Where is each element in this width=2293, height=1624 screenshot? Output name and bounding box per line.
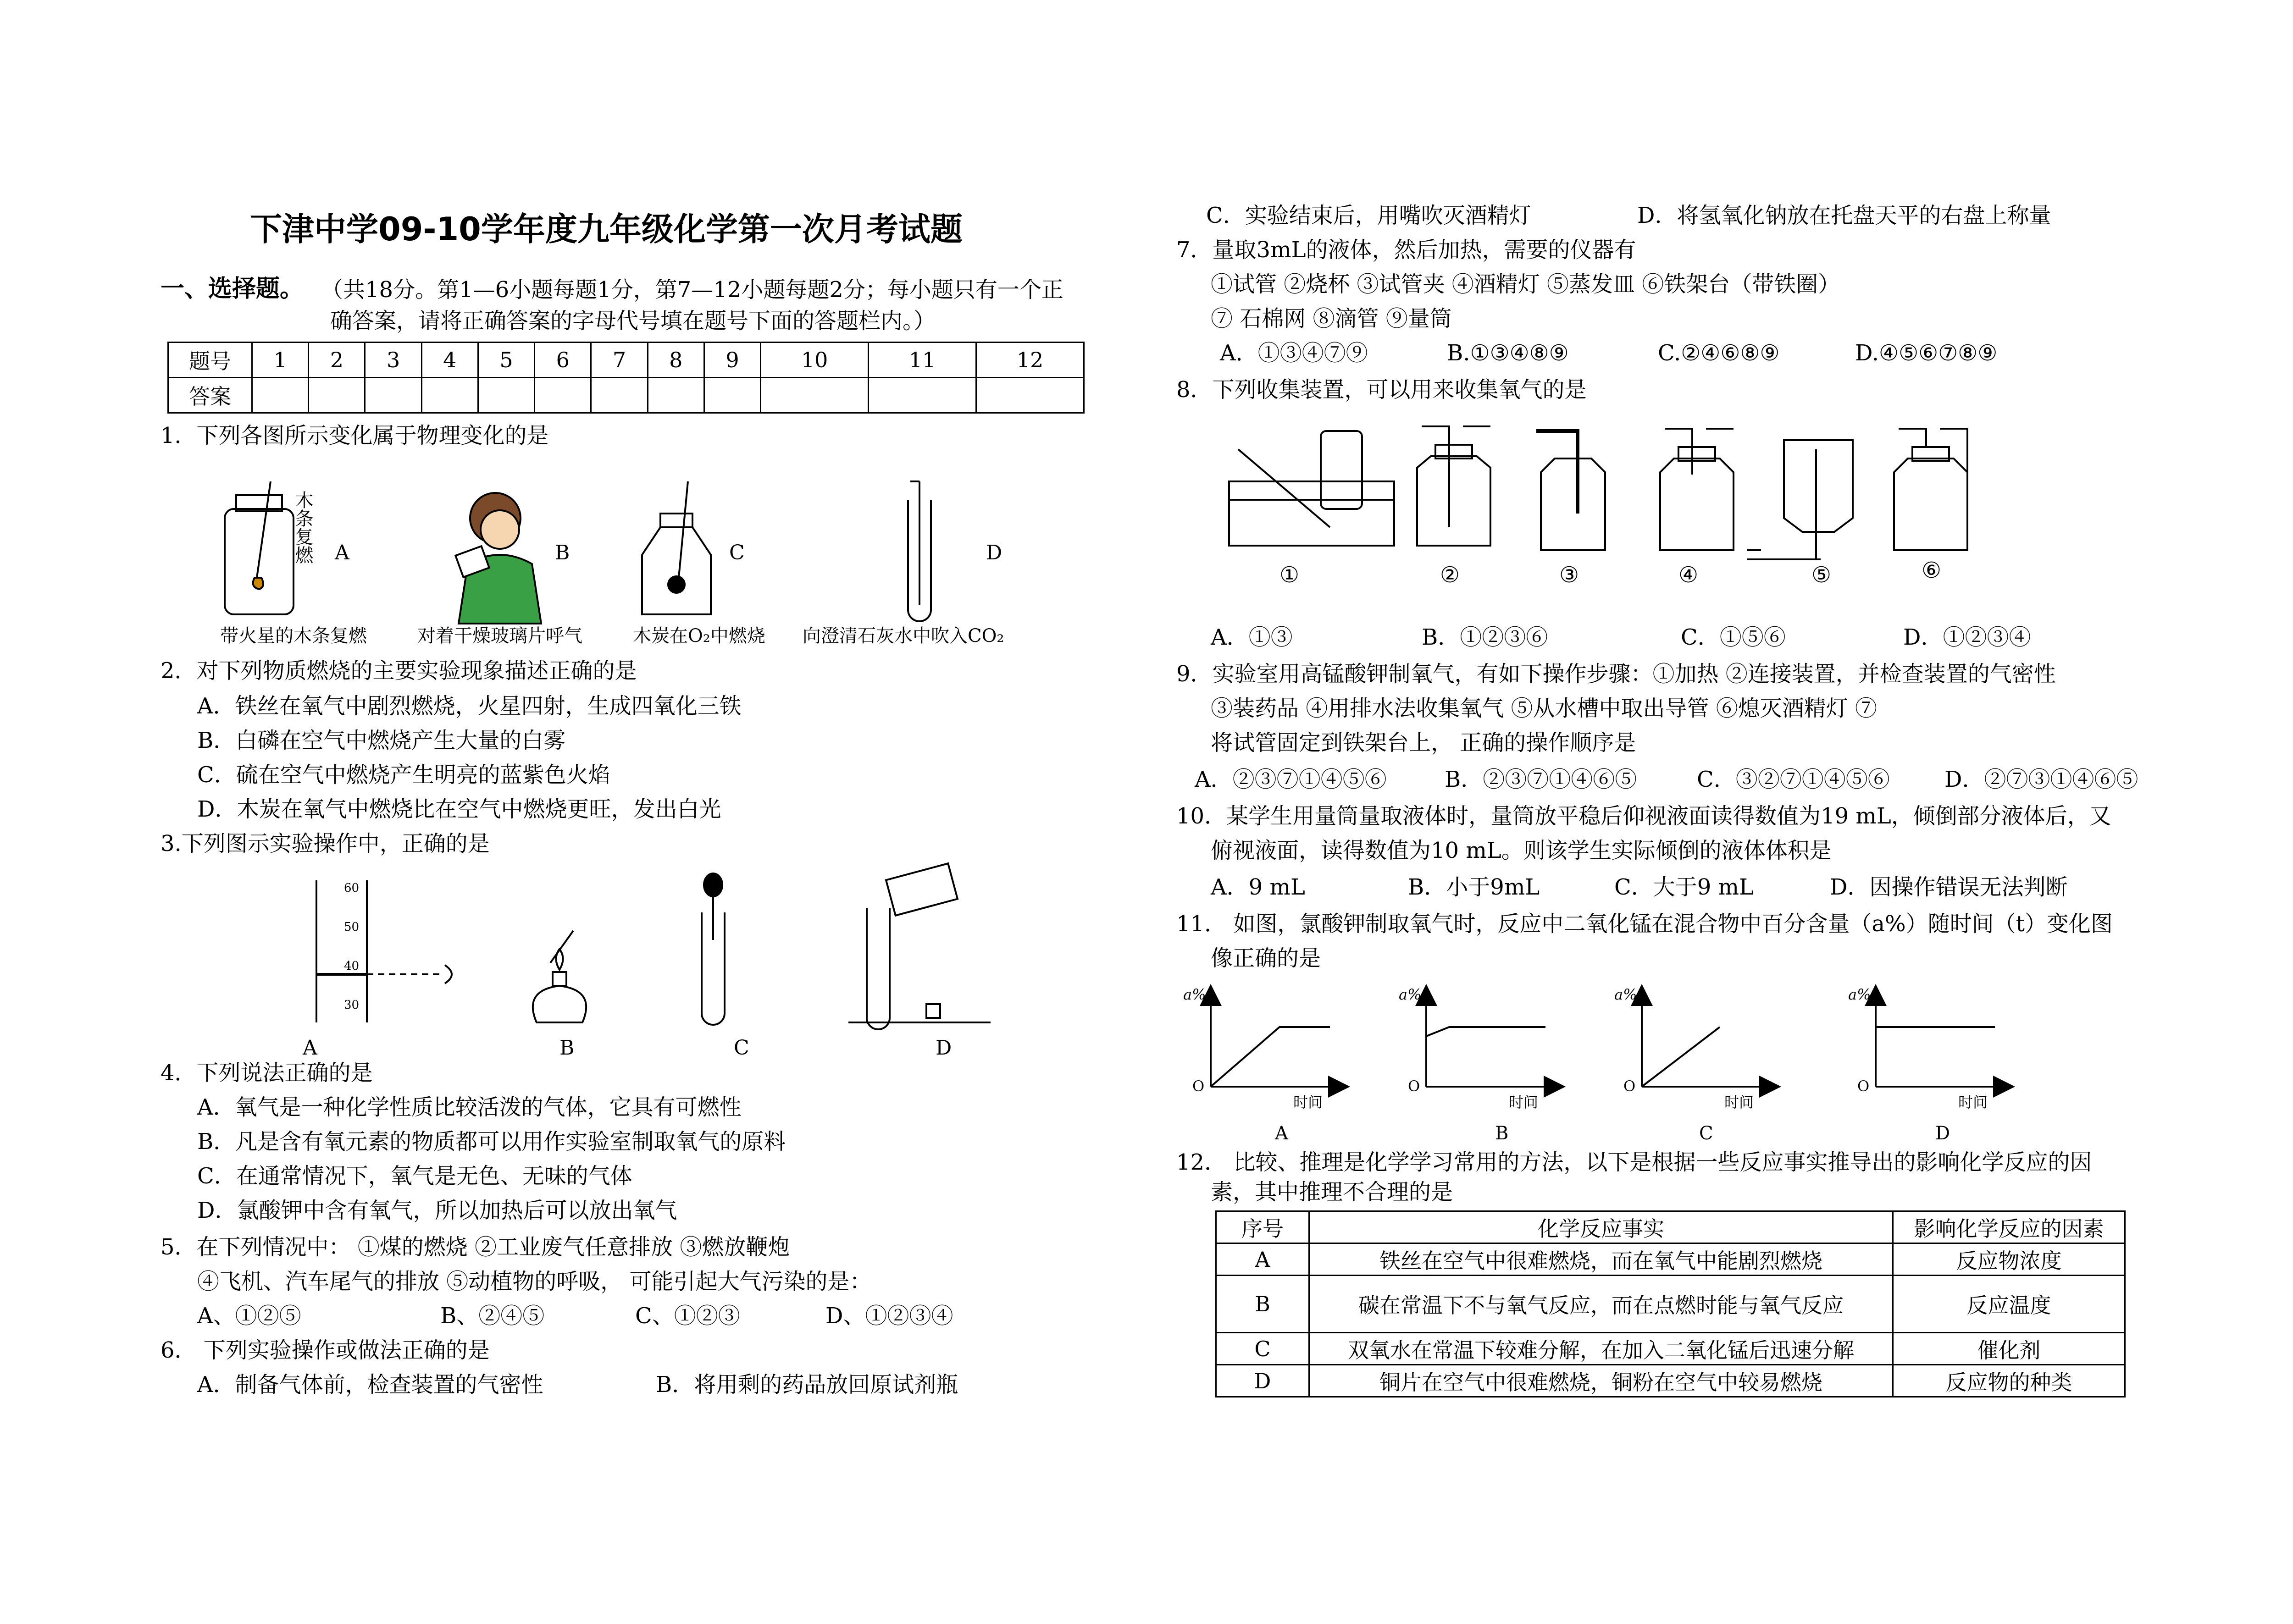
q11-line2: 像正确的是 bbox=[1211, 945, 1321, 971]
q11-label-d: D bbox=[1935, 1123, 1950, 1144]
origin-label: O bbox=[1623, 1077, 1636, 1095]
q8-option-b: B．①②③⑥ bbox=[1422, 624, 1548, 650]
answer-number: 6 bbox=[535, 342, 591, 378]
answer-number: 10 bbox=[761, 342, 869, 378]
q12-table bbox=[1215, 1210, 2126, 1398]
q11-graphs bbox=[1183, 986, 2055, 1151]
scale-label: 50 bbox=[344, 920, 360, 934]
answer-number: 11 bbox=[869, 342, 976, 378]
section-note: （共18分。第1—6小题每题1分，第7—12小题每题2分；每小题只有一个正 bbox=[321, 277, 1063, 303]
q7-line2: ⑦ 石棉网 ⑧滴管 ⑨量筒 bbox=[1211, 306, 1452, 331]
answer-cell[interactable] bbox=[252, 378, 309, 413]
answer-number: 3 bbox=[365, 342, 421, 378]
q8-label-5: ⑤ bbox=[1811, 562, 1832, 588]
q2-option-b: B．白磷在空气中燃烧产生大量的白雾 bbox=[197, 728, 566, 753]
q7-stem: 7．量取3mL的液体，然后加热，需要的仪器有 bbox=[1176, 237, 1636, 263]
q5-option-d: D、①②③④ bbox=[825, 1303, 953, 1329]
q8-label-3: ③ bbox=[1559, 562, 1579, 588]
answer-cell[interactable] bbox=[365, 378, 421, 413]
q1-stem: 1．下列各图所示变化属于物理变化的是 bbox=[161, 423, 549, 448]
q11-label-b: B bbox=[1495, 1123, 1509, 1144]
q6-option-a: A．制备气体前，检查装置的气密性 bbox=[197, 1372, 543, 1398]
q7-option-a: A．①③④⑦⑨ bbox=[1220, 340, 1368, 366]
q1-figure bbox=[202, 472, 1050, 665]
q12-header: 序号 bbox=[1216, 1211, 1309, 1243]
answer-table bbox=[167, 342, 1085, 414]
graph-d bbox=[1876, 995, 2004, 1087]
q4-stem: 4．下列说法正确的是 bbox=[161, 1060, 373, 1086]
page-title: 下津中学09-10学年度九年级化学第一次月考试题 bbox=[250, 210, 963, 248]
q2-option-c: C．硫在空气中燃烧产生明亮的蓝紫色火焰 bbox=[197, 762, 610, 788]
section-note-cont: 确答案，请将正确答案的字母代号填在题号下面的答题栏内。） bbox=[330, 308, 936, 334]
answer-number: 12 bbox=[976, 342, 1084, 378]
section-heading: 一、选择题。 bbox=[161, 275, 304, 303]
q6-option-c: C．实验结束后，用嘴吹灭酒精灯 bbox=[1206, 203, 1531, 228]
q1-label-a: A bbox=[335, 541, 349, 564]
q5-line2: ④飞机、汽车尾气的排放 ⑤动植物的呼吸， 可能引起大气污染的是： bbox=[197, 1269, 872, 1294]
q8-label-1: ① bbox=[1279, 562, 1300, 588]
answer-cell[interactable] bbox=[976, 378, 1084, 413]
q1-caption-d: 向澄清石灰水中吹入CO₂ bbox=[803, 625, 1004, 646]
q9-option-c: C．③②⑦①④⑤⑥ bbox=[1697, 767, 1890, 792]
x-axis-label: 时间 bbox=[1509, 1094, 1539, 1111]
q10-option-c: C．大于9 mL bbox=[1614, 874, 1754, 900]
answer-number: 1 bbox=[252, 342, 309, 378]
q1-caption-a: 带火星的木条复燃 bbox=[220, 625, 367, 646]
q10-option-a: A．9 mL bbox=[1211, 874, 1305, 900]
q3-stem: 3.下列图示实验操作中，正确的是 bbox=[161, 831, 490, 856]
q7-line1: ①试管 ②烧杯 ③试管夹 ④酒精灯 ⑤蒸发皿 ⑥铁架台（带铁圈） bbox=[1211, 271, 1840, 297]
q5-option-b: B、②④⑤ bbox=[440, 1303, 545, 1329]
graph-a bbox=[1211, 995, 1339, 1087]
answer-cell[interactable] bbox=[869, 378, 976, 413]
q7-option-b: B.①③④⑧⑨ bbox=[1447, 340, 1569, 366]
answer-cell[interactable] bbox=[761, 378, 869, 413]
q12-cell: 双氧水在常温下较难分解，在加入二氧化锰后迅速分解 bbox=[1309, 1333, 1893, 1365]
answer-cell[interactable] bbox=[648, 378, 704, 413]
q10-line1: 10．某学生用量筒量取液体时，量筒放平稳后仰视液面读得数值为19 mL，倾倒部分液体后，又 bbox=[1176, 803, 2111, 829]
q12-cell: 催化剂 bbox=[1893, 1333, 2125, 1365]
answer-number: 7 bbox=[591, 342, 648, 378]
y-axis-label: a% bbox=[1399, 986, 1422, 1003]
q1-side-char: 木条复燃 bbox=[292, 491, 313, 564]
q9-line3: 将试管固定到铁架台上， 正确的操作顺序是 bbox=[1211, 730, 1636, 756]
y-axis-label: a% bbox=[1848, 986, 1871, 1003]
graph-b bbox=[1426, 995, 1555, 1087]
answer-number: 8 bbox=[648, 342, 704, 378]
q12-cell: 碳在常温下不与氧气反应，而在点燃时能与氧气反应 bbox=[1309, 1276, 1893, 1333]
gas-bottle-icon bbox=[1894, 429, 1967, 550]
q11-label-a: A bbox=[1275, 1123, 1288, 1144]
gas-bottle-icon bbox=[1660, 429, 1734, 550]
q9-line1: 9．实验室用高锰酸钾制氧气，有如下操作步骤：①加热 ②连接装置，并检查装置的气密性 bbox=[1176, 661, 2056, 687]
girl-breathing-icon bbox=[455, 493, 541, 624]
scale-label: 40 bbox=[344, 959, 360, 973]
q6-stem: 6． 下列实验操作或做法正确的是 bbox=[161, 1337, 490, 1363]
x-axis-label: 时间 bbox=[1293, 1094, 1323, 1111]
q8-label-2: ② bbox=[1440, 562, 1460, 588]
q12-cell: 反应物浓度 bbox=[1893, 1243, 2125, 1276]
q4-option-d: D．氯酸钾中含有氧气，所以加热后可以放出氧气 bbox=[197, 1198, 677, 1223]
q5-option-a: A、①②⑤ bbox=[197, 1303, 301, 1329]
q3-figure bbox=[275, 871, 1009, 1064]
q3-label-a: A bbox=[303, 1036, 317, 1060]
origin-label: O bbox=[1408, 1077, 1420, 1095]
scale-label: 30 bbox=[344, 998, 360, 1012]
answer-cell[interactable] bbox=[478, 378, 534, 413]
answer-number: 5 bbox=[478, 342, 534, 378]
q9-option-b: B．②③⑦①④⑥⑤ bbox=[1445, 767, 1637, 792]
x-axis-label: 时间 bbox=[1724, 1094, 1754, 1111]
q10-option-d: D．因操作错误无法判断 bbox=[1830, 874, 2068, 900]
q12-cell: 反应物的种类 bbox=[1893, 1365, 2125, 1397]
q6-option-b: B．将用剩的药品放回原试剂瓶 bbox=[656, 1372, 958, 1398]
answer-cell[interactable] bbox=[704, 378, 760, 413]
q8-option-d: D．①②③④ bbox=[1903, 624, 2031, 650]
q8-stem: 8．下列收集装置，可以用来收集氧气的是 bbox=[1176, 377, 1587, 403]
q12-cell: A bbox=[1216, 1243, 1309, 1276]
answer-table-row-label: 答案 bbox=[168, 378, 252, 413]
q10-option-b: B．小于9mL bbox=[1408, 874, 1540, 900]
q5-line1: 5．在下列情况中： ①煤的燃烧 ②工业废气任意排放 ③燃放鞭炮 bbox=[161, 1234, 790, 1260]
answer-table-header: 题号 bbox=[168, 342, 252, 378]
q12-header: 影响化学反应的因素 bbox=[1893, 1211, 2125, 1243]
q9-option-a: A．②③⑦①④⑤⑥ bbox=[1195, 767, 1387, 792]
q4-option-b: B．凡是含有氧元素的物质都可以用作实验室制取氧气的原料 bbox=[197, 1129, 786, 1154]
graduated-cylinder-icon bbox=[316, 880, 452, 1022]
answer-cell[interactable] bbox=[535, 378, 591, 413]
q12-cell: C bbox=[1216, 1333, 1309, 1365]
answer-number: 4 bbox=[421, 342, 478, 378]
q12-header: 化学反应事实 bbox=[1309, 1211, 1893, 1243]
q11-line1: 11． 如图，氯酸钾制取氧气时，反应中二氧化锰在混合物中百分含量（a%）随时间（t）变化图 bbox=[1176, 911, 2113, 937]
q1-label-b: B bbox=[555, 541, 570, 564]
q8-figure bbox=[1220, 422, 2009, 596]
gas-bottle-icon bbox=[1417, 426, 1490, 546]
q12-cell: B bbox=[1216, 1276, 1309, 1333]
origin-label: O bbox=[1192, 1077, 1205, 1095]
q12-cell: 铜片在空气中很难燃烧，铜粉在空气中较易燃烧 bbox=[1309, 1365, 1893, 1397]
q12-cell: 反应温度 bbox=[1893, 1276, 2125, 1333]
inverted-bottle-icon bbox=[1747, 440, 1853, 559]
q4-option-a: A．氧气是一种化学性质比较活泼的气体，它具有可燃性 bbox=[197, 1094, 742, 1120]
q1-label-c: C bbox=[729, 541, 745, 564]
q12-cell: D bbox=[1216, 1365, 1309, 1397]
q1-caption-b: 对着干燥玻璃片呼气 bbox=[417, 625, 582, 646]
q3-label-c: C bbox=[734, 1036, 749, 1060]
q2-option-d: D．木炭在氧气中燃烧比在空气中燃烧更旺，发出白光 bbox=[197, 796, 721, 822]
water-trough-icon bbox=[1229, 431, 1394, 546]
gas-bottle-icon bbox=[1536, 431, 1605, 550]
bottle-charcoal-icon bbox=[642, 481, 711, 614]
pouring-reagent-icon bbox=[848, 863, 991, 1029]
q1-caption-c: 木炭在O₂中燃烧 bbox=[633, 625, 765, 646]
answer-cell[interactable] bbox=[591, 378, 648, 413]
q12-cell: 铁丝在空气中很难燃烧，而在氧气中能剧烈燃烧 bbox=[1309, 1243, 1893, 1276]
q9-line2: ③装药品 ④用排水法收集氧气 ⑤从水槽中取出导管 ⑥熄灭酒精灯 ⑦ bbox=[1211, 696, 1878, 721]
q8-label-4: ④ bbox=[1678, 562, 1699, 588]
alcohol-lamp-icon bbox=[533, 931, 586, 1022]
scale-label: 60 bbox=[344, 881, 360, 895]
q2-option-a: A．铁丝在氧气中剧烈燃烧，火星四射，生成四氧化三铁 bbox=[197, 693, 742, 719]
q8-label-6: ⑥ bbox=[1922, 558, 1942, 583]
q3-label-d: D bbox=[936, 1036, 952, 1060]
q2-stem: 2．对下列物质燃烧的主要实验现象描述正确的是 bbox=[161, 658, 637, 684]
q6-option-d: D．将氢氧化钠放在托盘天平的右盘上称量 bbox=[1637, 203, 2051, 228]
q1-label-d: D bbox=[986, 541, 1002, 564]
jar-splint-icon bbox=[225, 481, 294, 614]
q7-option-d: D.④⑤⑥⑦⑧⑨ bbox=[1855, 340, 1998, 366]
q9-option-d: D．②⑦③①④⑥⑤ bbox=[1944, 767, 2138, 792]
q12-line2: 素，其中推理不合理的是 bbox=[1211, 1179, 1453, 1205]
graph-c bbox=[1642, 995, 1770, 1087]
x-axis-label: 时间 bbox=[1958, 1094, 1988, 1111]
q4-option-c: C．在通常情况下，氧气是无色、无味的气体 bbox=[197, 1163, 632, 1189]
q8-option-a: A．①③ bbox=[1211, 624, 1293, 650]
answer-number: 9 bbox=[704, 342, 760, 378]
q10-line2: 俯视液面，读得数值为10 mL。则该学生实际倾倒的液体体积是 bbox=[1211, 838, 1832, 863]
y-axis-label: a% bbox=[1614, 986, 1637, 1003]
q8-option-c: C．①⑤⑥ bbox=[1681, 624, 1786, 650]
q3-label-b: B bbox=[559, 1036, 575, 1060]
dropper-test-tube-icon bbox=[702, 873, 725, 1025]
answer-cell[interactable] bbox=[421, 378, 478, 413]
answer-number: 2 bbox=[309, 342, 365, 378]
y-axis-label: a% bbox=[1183, 986, 1206, 1003]
q12-line1: 12． 比较、推理是化学学习常用的方法，以下是根据一些反应事实推导出的影响化学反应的因 bbox=[1176, 1149, 2092, 1175]
answer-cell[interactable] bbox=[309, 378, 365, 413]
q11-label-c: C bbox=[1699, 1123, 1713, 1144]
origin-label: O bbox=[1857, 1077, 1870, 1095]
q5-option-c: C、①②③ bbox=[635, 1303, 740, 1329]
test-tube-straw-icon bbox=[908, 481, 931, 621]
q7-option-c: C.②④⑥⑧⑨ bbox=[1658, 340, 1780, 366]
